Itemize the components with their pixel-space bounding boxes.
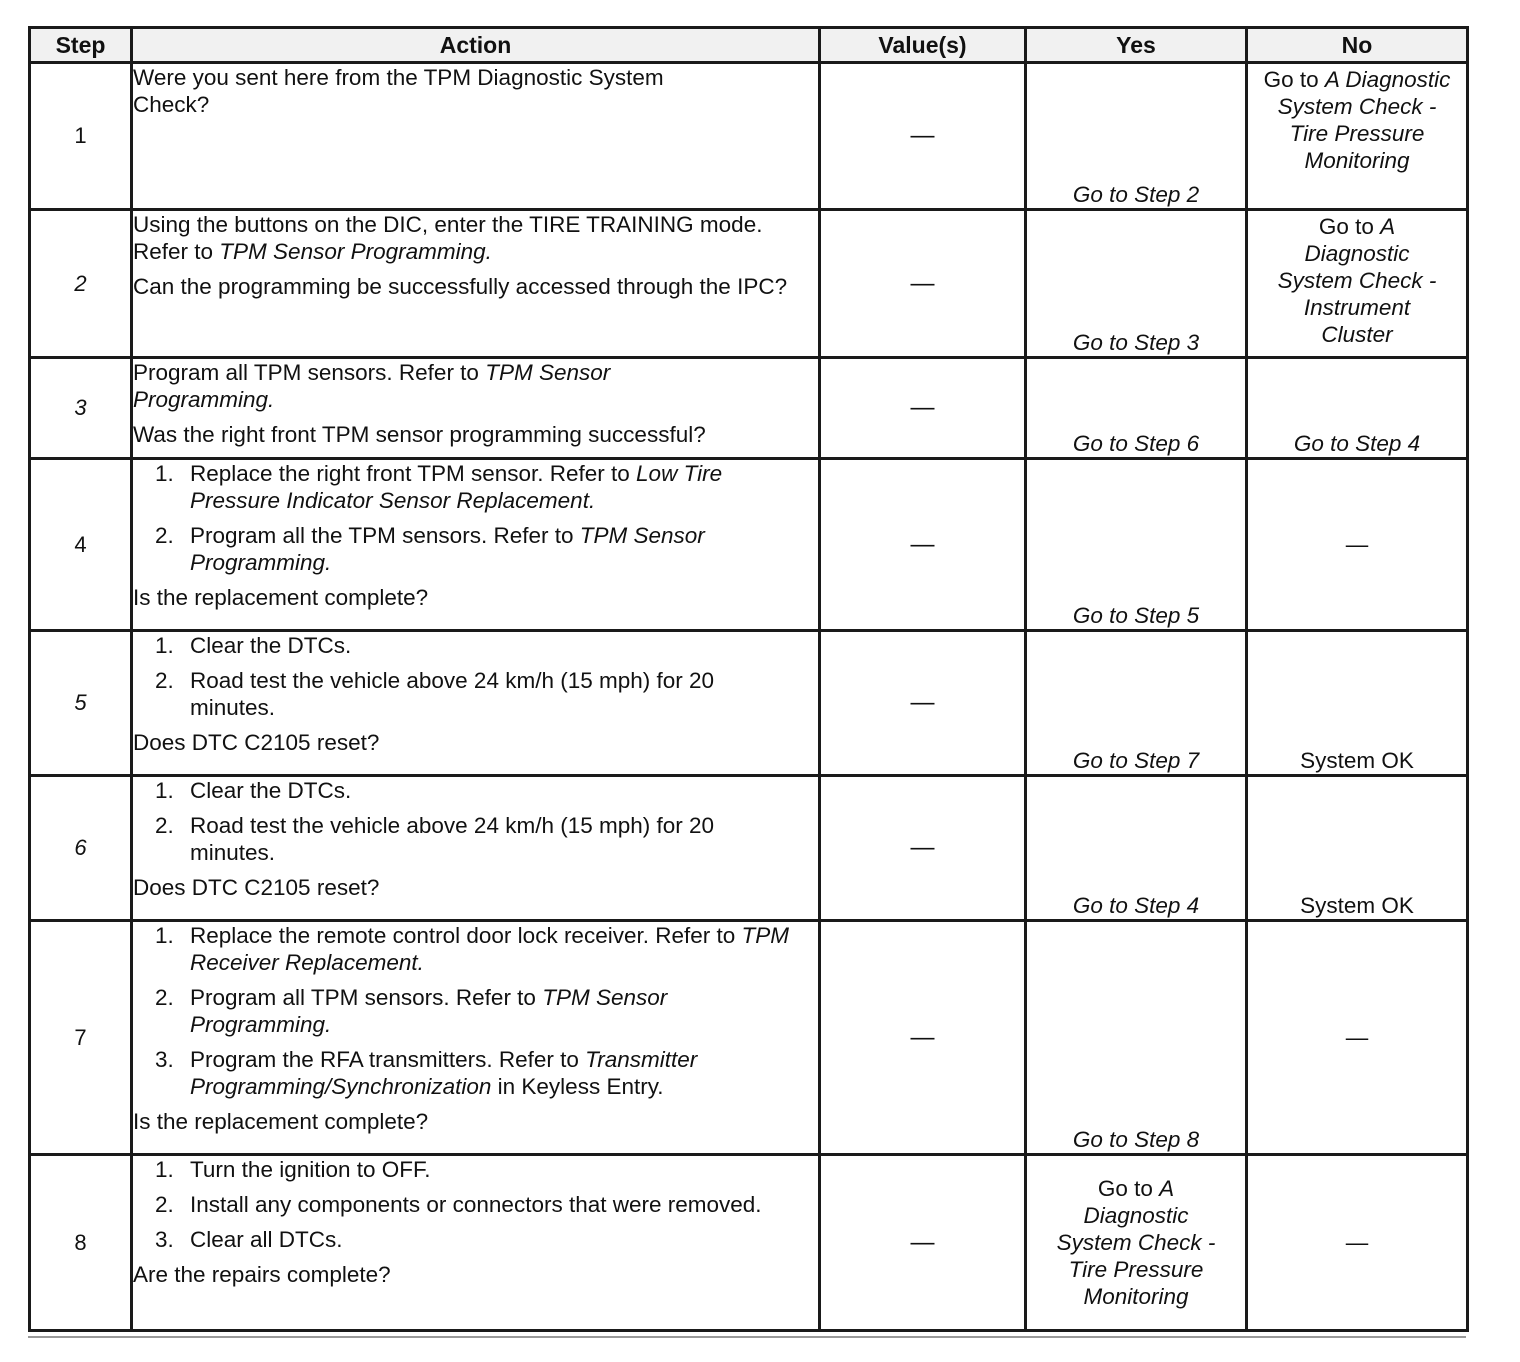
yes-text: Go to Step 7 [1072, 748, 1200, 773]
list-item [133, 1226, 773, 1253]
yes-text: Go to Step 5 [1072, 603, 1200, 628]
item-ref: TPM Sensor Programming. [190, 523, 705, 575]
item-ref: Transmitter Programming/Synchronization [190, 1047, 698, 1099]
item-text: Replace the right front TPM sensor. Refer to [190, 461, 637, 486]
no-cell [1247, 210, 1468, 358]
value-cell: — [820, 459, 1026, 631]
item-text: Program all the TPM sensors. Refer to [190, 523, 580, 548]
list-item [133, 1156, 773, 1183]
no-text-pre: Go to Step 4 [1293, 431, 1421, 456]
item-number: 2. [155, 813, 174, 838]
action-question: Was the right front TPM sensor programming successful? [133, 422, 706, 447]
yes-cell [1026, 63, 1247, 210]
yes-cell [1026, 358, 1247, 459]
item-number: 1. [155, 1157, 174, 1182]
no-text-link: A Diagnostic System Check - Instrument Cluster [1277, 214, 1437, 347]
yes-text: Go to Step 6 [1072, 431, 1200, 456]
item-number: 1. [155, 923, 174, 948]
step-number: 7 [30, 921, 132, 1155]
list-item [133, 460, 818, 514]
no-cell: — [1247, 459, 1468, 631]
item-number: 1. [155, 778, 174, 803]
step-number: 2 [30, 210, 132, 358]
action-text [133, 211, 818, 265]
table-row [30, 1155, 1468, 1331]
action-text: Were you sent here from the TPM Diagnostic System Check? [133, 65, 664, 117]
yes-cell [1026, 631, 1247, 776]
item-text: Replace the remote control door lock receiver. Refer to [190, 923, 742, 948]
item-ref: Low Tire Pressure Indicator Sensor Replacement. [190, 461, 723, 513]
step-number: 6 [30, 776, 132, 921]
value-cell: — [820, 210, 1026, 358]
item-text: Turn the ignition to OFF. [190, 1157, 431, 1182]
item-text-post: in Keyless Entry. [491, 1074, 664, 1099]
item-number: 2. [155, 1192, 174, 1217]
list-item [133, 812, 773, 866]
action-question: Does DTC C2105 reset? [133, 730, 380, 755]
table-row [30, 921, 1468, 1155]
no-cell: System OK [1247, 776, 1468, 921]
action-question: Is the replacement complete? [133, 585, 429, 610]
header-step: Step [30, 28, 132, 63]
action-text-ref: TPM Sensor Programming. [219, 239, 492, 264]
action-text-ref: TPM Sensor Programming. [133, 360, 611, 412]
action-cell [132, 459, 820, 631]
action-cell [132, 1155, 820, 1331]
step-number: 3 [30, 358, 132, 459]
header-value: Value(s) [820, 28, 1026, 63]
action-list [133, 460, 818, 576]
table-row [30, 358, 1468, 459]
step-number: 1 [30, 63, 132, 210]
item-text: Clear the DTCs. [190, 633, 352, 658]
yes-cell [1026, 1155, 1247, 1331]
no-cell: System OK [1247, 631, 1468, 776]
value-cell: — [820, 358, 1026, 459]
list-item [133, 632, 773, 659]
yes-text: Go to Step 4 [1072, 893, 1200, 918]
step-number: 8 [30, 1155, 132, 1331]
action-question: Can the programming be successfully accessed through the IPC? [133, 274, 788, 299]
item-number: 2. [155, 523, 174, 548]
item-number: 1. [155, 461, 174, 486]
no-text-pre: Go to [1263, 67, 1325, 92]
action-cell [132, 776, 820, 921]
table-row [30, 459, 1468, 631]
action-cell [132, 358, 820, 459]
item-text: Road test the vehicle above 24 km/h (15 mph) for 20 minutes. [190, 813, 715, 865]
header-row [30, 28, 1468, 63]
action-question: Are the repairs complete? [133, 1262, 391, 1287]
header-action: Action [132, 28, 820, 63]
yes-text: Go to Step 2 [1072, 182, 1200, 207]
action-list [133, 1156, 773, 1253]
yes-cell [1026, 459, 1247, 631]
no-cell: — [1247, 1155, 1468, 1331]
item-number: 2. [155, 985, 174, 1010]
value-cell: — [820, 921, 1026, 1155]
no-cell [1247, 358, 1468, 459]
table-row [30, 631, 1468, 776]
item-text: Program all TPM sensors. Refer to [190, 985, 543, 1010]
action-text-plain: Program all TPM sensors. Refer to [133, 360, 486, 385]
item-number: 2. [155, 668, 174, 693]
action-question: Does DTC C2105 reset? [133, 875, 380, 900]
value-cell: — [820, 63, 1026, 210]
table-row [30, 776, 1468, 921]
action-cell [132, 210, 820, 358]
list-item [133, 984, 793, 1038]
diagnostic-table [28, 26, 1469, 1332]
item-ref: TPM Receiver Replacement. [190, 923, 790, 975]
item-number: 1. [155, 633, 174, 658]
list-item [133, 922, 793, 976]
action-text [133, 359, 693, 413]
value-cell: — [820, 631, 1026, 776]
item-text: Clear all DTCs. [190, 1227, 343, 1252]
item-text: Road test the vehicle above 24 km/h (15 mph) for 20 minutes. [190, 668, 715, 720]
yes-text-link: A Diagnostic System Check - Tire Pressure Monitoring [1056, 1176, 1216, 1309]
no-cell: — [1247, 921, 1468, 1155]
action-list [133, 777, 773, 866]
item-text: Program the RFA transmitters. Refer to [190, 1047, 586, 1072]
list-item [133, 777, 773, 804]
value-cell: — [820, 1155, 1026, 1331]
yes-text-pre: Go to [1097, 1176, 1160, 1201]
action-list [133, 922, 793, 1100]
list-item [133, 522, 818, 576]
action-list [133, 632, 773, 721]
yes-cell [1026, 210, 1247, 358]
no-cell [1247, 63, 1468, 210]
yes-cell [1026, 776, 1247, 921]
action-text-plain: Using the buttons on the DIC, enter the TIRE TRAINING mode. Refer to [133, 212, 763, 264]
list-item [133, 1191, 773, 1218]
action-cell [132, 63, 820, 210]
yes-cell [1026, 921, 1247, 1155]
item-number: 3. [155, 1227, 174, 1252]
action-cell [132, 631, 820, 776]
table-row [30, 63, 1468, 210]
list-item [133, 667, 773, 721]
item-text: Install any components or connectors that were removed. [190, 1192, 762, 1217]
table-row [30, 210, 1468, 358]
no-text-pre: Go to [1318, 214, 1381, 239]
value-cell: — [820, 776, 1026, 921]
step-number: 5 [30, 631, 132, 776]
item-text: Clear the DTCs. [190, 778, 352, 803]
step-number: 4 [30, 459, 132, 631]
no-text-link: A Diagnostic System Check - Tire Pressure Monitoring [1277, 67, 1451, 173]
header-yes: Yes [1026, 28, 1247, 63]
yes-text: Go to Step 8 [1072, 1127, 1200, 1152]
item-number: 3. [155, 1047, 174, 1072]
list-item [133, 1046, 793, 1100]
item-ref: TPM Sensor Programming. [190, 985, 668, 1037]
header-no: No [1247, 28, 1468, 63]
bottom-rule [28, 1336, 1466, 1338]
action-cell [132, 921, 820, 1155]
action-question: Is the replacement complete? [133, 1109, 429, 1134]
yes-text: Go to Step 3 [1072, 330, 1200, 355]
